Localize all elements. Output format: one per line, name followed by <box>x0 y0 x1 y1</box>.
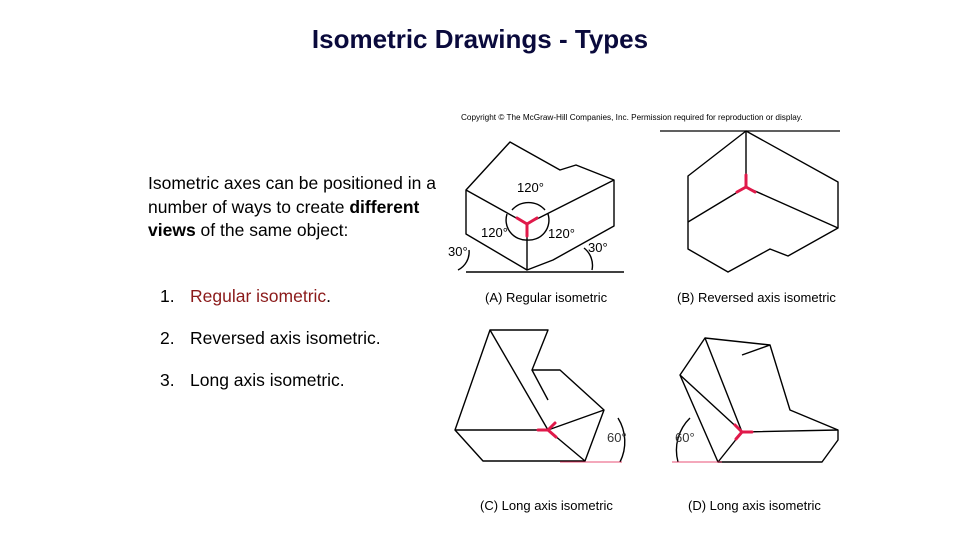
intro-text-start: Isometric axes can be positioned in a number of ways to create <box>148 173 436 217</box>
list-text: Long axis isometric. <box>190 370 345 390</box>
drawing-c <box>455 330 625 462</box>
d-axes-marker <box>735 425 752 439</box>
a-arc-top <box>512 203 545 210</box>
list-text: Regular isometric <box>190 286 327 306</box>
caption-d: (D) Long axis isometric <box>688 498 821 513</box>
list-item <box>160 370 345 391</box>
b-outline <box>688 131 838 272</box>
c-axes-marker <box>538 423 556 437</box>
d-long-edge <box>705 338 742 432</box>
drawing-b <box>688 131 838 272</box>
intro-bold-term: different views <box>148 196 420 240</box>
c-notch-edge <box>532 370 548 400</box>
slide-title: Isometric Drawings - Types <box>311 24 649 54</box>
list-punct: . <box>326 286 332 306</box>
a-angle-base-right: 30° <box>588 240 608 255</box>
a-angle-left: 120° <box>481 225 508 240</box>
c-middle-edges <box>455 410 604 430</box>
a-angle-right: 120° <box>548 226 575 241</box>
c-long-edge <box>490 330 548 430</box>
list-number: 2. <box>160 328 175 348</box>
list-number: 3. <box>160 370 175 390</box>
d-outline <box>680 338 838 462</box>
a-angle-top: 120° <box>517 180 544 195</box>
list-item <box>160 286 331 307</box>
d-middle-edges <box>680 375 838 432</box>
list-text: Reversed axis isometric. <box>190 328 381 348</box>
c-angle: 60° <box>607 430 627 445</box>
a-angle-base-left: 30° <box>448 244 468 259</box>
b-bottom-edges <box>688 187 838 228</box>
d-notch-edge <box>742 345 770 355</box>
isometric-drawings-svg <box>440 100 860 525</box>
list-number: 1. <box>160 286 175 306</box>
list-item <box>160 328 381 349</box>
intro-paragraph <box>148 172 448 243</box>
caption-a: (A) Regular isometric <box>485 290 608 305</box>
caption-b: (B) Reversed axis isometric <box>677 290 836 305</box>
copyright-text: Copyright © The McGraw-Hill Companies, Inc. Permission required for reproduction or display. <box>461 113 803 122</box>
c-outline <box>455 330 604 461</box>
b-axes-marker <box>737 175 755 192</box>
a-axes-marker <box>517 218 537 236</box>
caption-c: (C) Long axis isometric <box>480 498 613 513</box>
isometric-figure <box>440 100 860 525</box>
drawing-d <box>676 338 838 462</box>
intro-text-end: of the same object: <box>195 220 349 240</box>
d-angle: 60° <box>675 430 695 445</box>
